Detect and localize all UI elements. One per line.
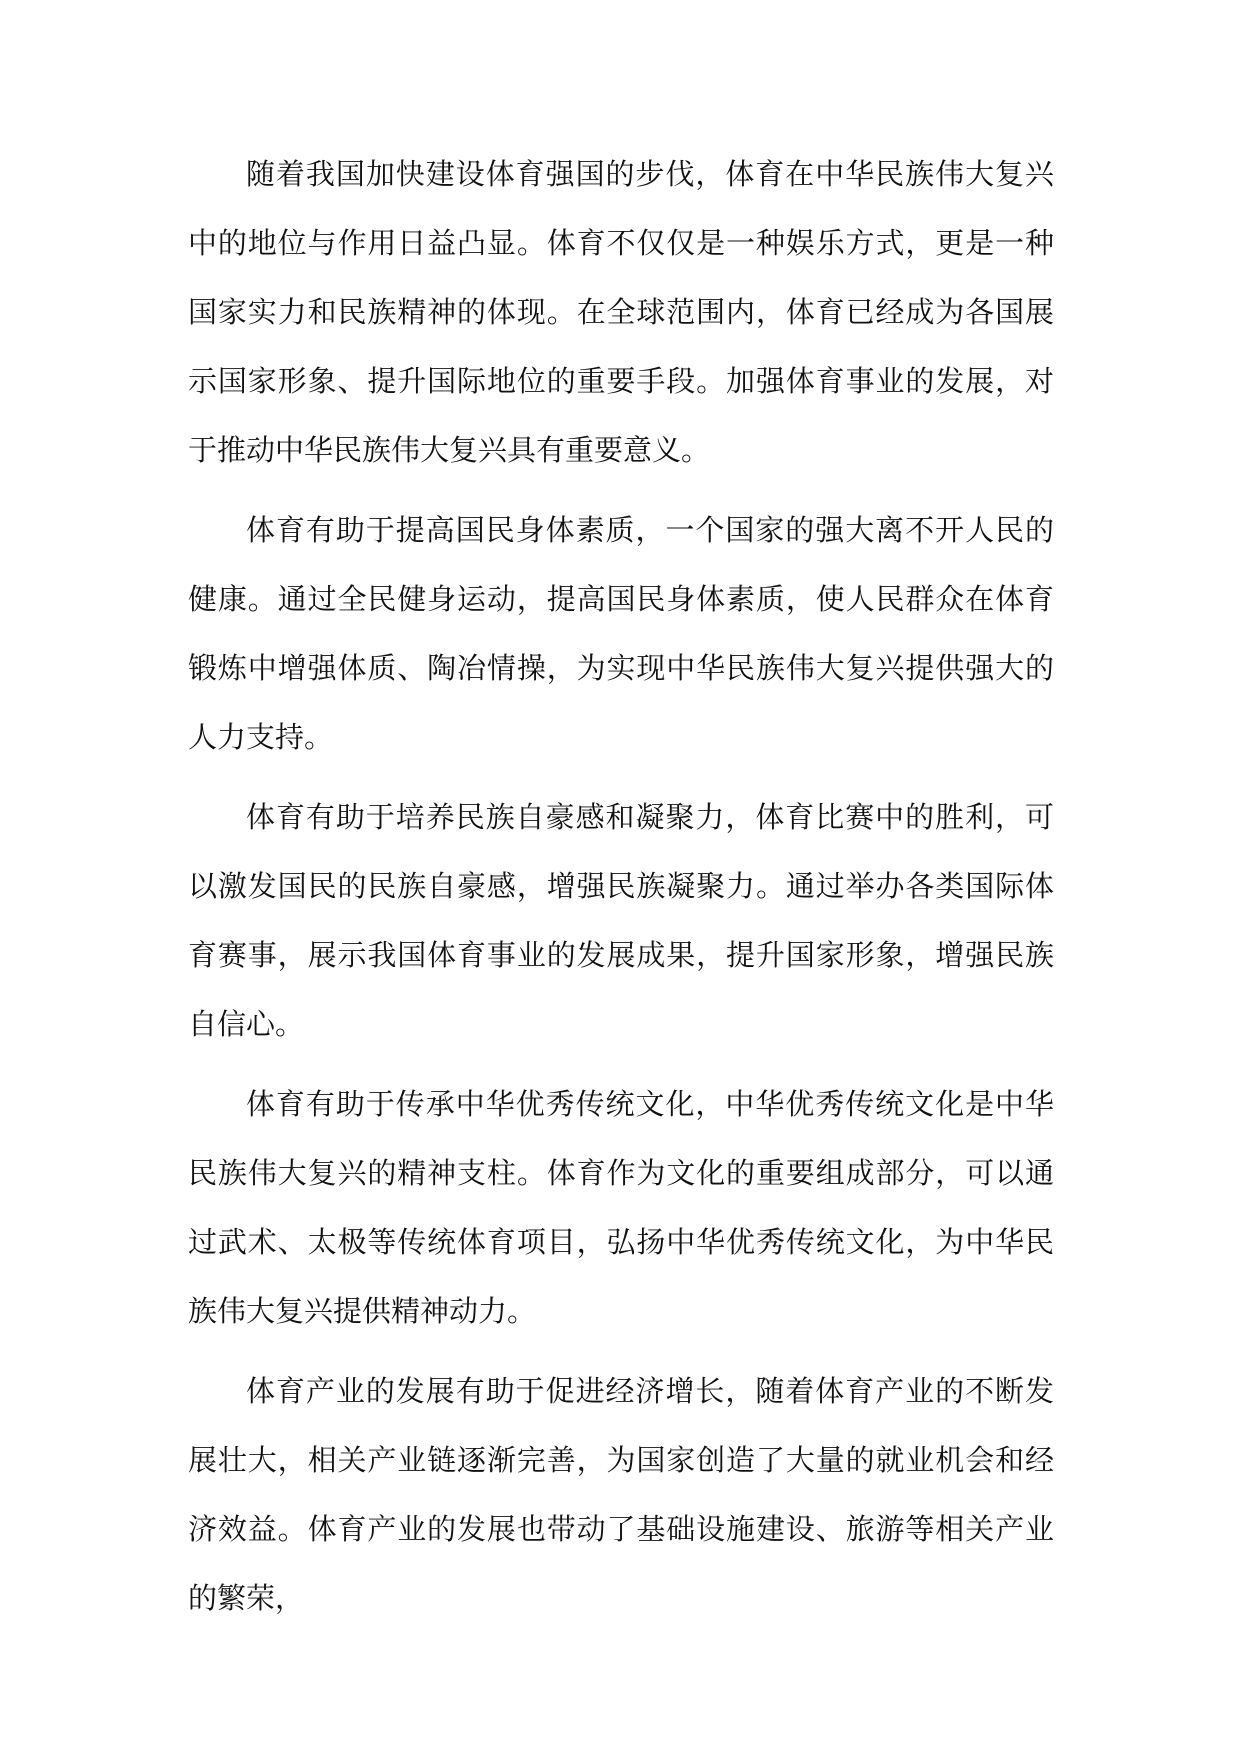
paragraph-4: 体育有助于传承中华优秀传统文化，中华优秀传统文化是中华民族伟大复兴的精神支柱。体育作为文化的重要组成部分，可以通过武术、太极等传统体育项目，弘扬中华优秀传统文化，为中华民族伟大复兴提供精神动力。 xyxy=(188,1087,1054,1328)
paragraph-2: 体育有助于提高国民身体素质，一个国家的强大离不开人民的健康。通过全民健身运动，提高国民身体素质，使人民群众在体育锻炼中增强体质、陶冶情操，为实现中华民族伟大复兴提供强大的人力支持。 xyxy=(188,513,1054,754)
document-body xyxy=(188,140,1054,1633)
paragraph-1: 随着我国加快建设体育强国的步伐，体育在中华民族伟大复兴中的地位与作用日益凸显。体育不仅仅是一种娱乐方式，更是一种国家实力和民族精神的体现。在全球范围内，体育已经成为各国展示国家形象、提升国际地位的重要手段。加强体育事业的发展，对于推动中华民族伟大复兴具有重要意义。 xyxy=(188,157,1054,467)
paragraph-5: 体育产业的发展有助于促进经济增长，随着体育产业的不断发展壮大，相关产业链逐渐完善，为国家创造了大量的就业机会和经济效益。体育产业的发展也带动了基础设施建设、旅游等相关产业的繁荣， xyxy=(188,1374,1054,1615)
paragraph-3: 体育有助于培养民族自豪感和凝聚力，体育比赛中的胜利，可以激发国民的民族自豪感，增强民族凝聚力。通过举办各类国际体育赛事，展示我国体育事业的发展成果，提升国家形象，增强民族自信心。 xyxy=(188,800,1054,1041)
